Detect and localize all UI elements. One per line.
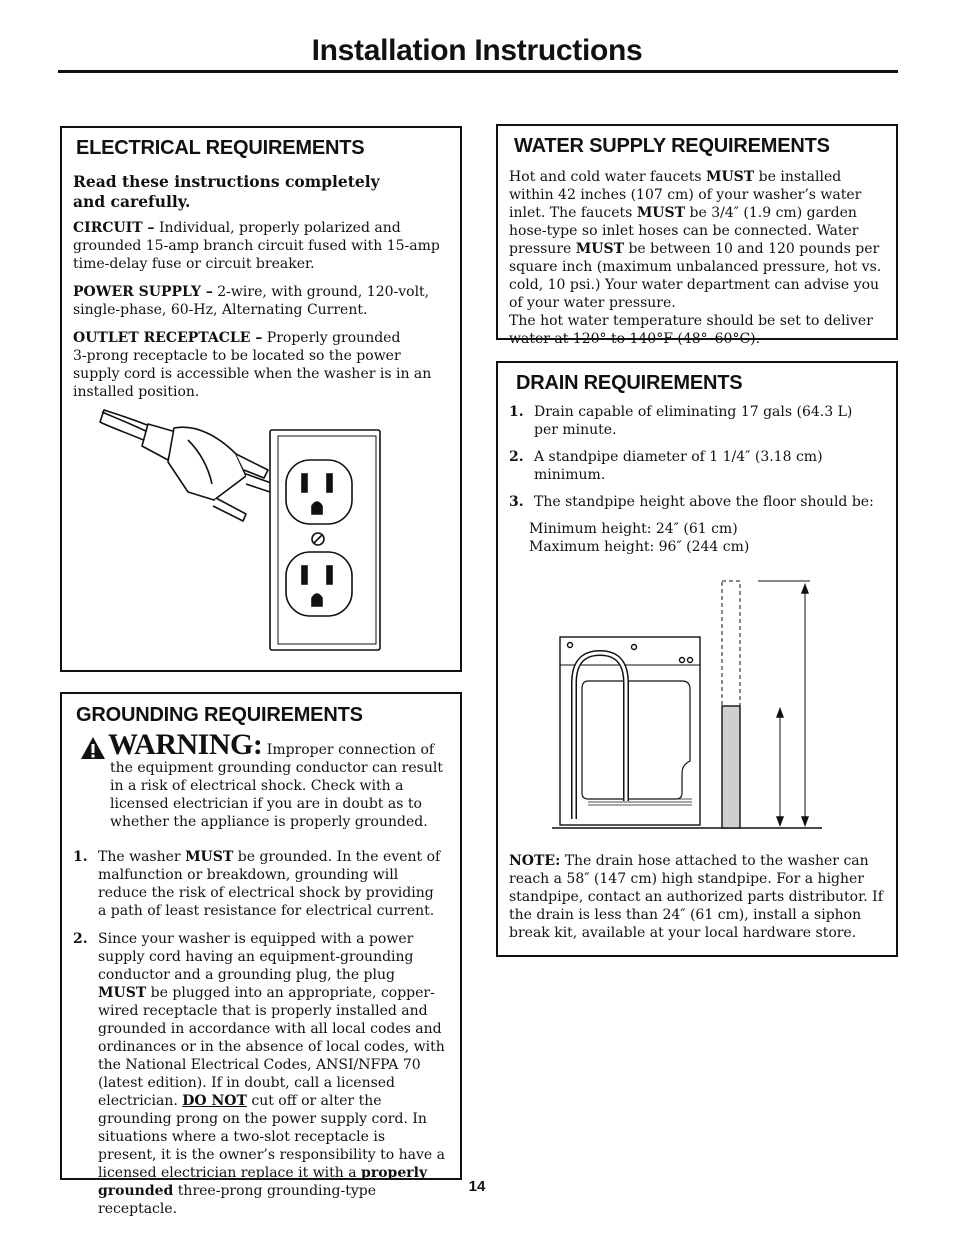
plug-and-outlet-illustration	[96, 400, 426, 660]
drain-item-3: 3. The standpipe height above the floor should be:	[509, 494, 874, 510]
warning-triangle-icon	[80, 736, 106, 760]
minimum-height: Minimum height: 24″ (61 cm)	[529, 521, 738, 537]
water-paragraph: Hot and cold water faucets MUST be installed within 42 inches (107 cm) of your washer’s water inlet. The faucets MUST be 3/4″ (1.9 cm) garden hose-type so inlet hoses can be connected. Water pressure MUST be between 10 and 120 pounds per square inch (maximum unbalanced pressure, hot vs. cold, 10 psi.) Your water department can advise you of your water pressure.	[509, 169, 882, 311]
page-title: Installation Instructions	[311, 34, 643, 67]
electrical-requirements-box	[60, 126, 462, 672]
warning-word: WARNING:	[108, 728, 263, 761]
duplex-outlet-icon	[270, 430, 380, 650]
page-number: 14	[468, 1178, 486, 1195]
standpipe-heights	[509, 520, 877, 556]
title-rule	[58, 70, 898, 73]
grounding-heading: GROUNDING REQUIREMENTS	[76, 704, 363, 726]
water-body	[509, 168, 885, 348]
three-prong-plug-icon	[100, 410, 274, 521]
water-supply-requirements-box	[496, 124, 898, 347]
maximum-height: Maximum height: 96″ (244 cm)	[529, 539, 750, 555]
power-paragraph: POWER SUPPLY – 2-wire, with ground, 120-volt, single-phase, 60-Hz, Alternating Current.	[73, 284, 430, 318]
circuit-paragraph: CIRCUIT – Individual, properly polarized and grounded 15-amp branch circuit fused with 15-amp time-delay fuse or circuit breaker.	[73, 220, 440, 272]
electrical-intro: Read these instructions completely and carefully.	[73, 172, 380, 211]
electrical-heading: ELECTRICAL REQUIREMENTS	[76, 137, 365, 159]
grounding-requirements-box	[60, 692, 462, 1217]
drain-note: NOTE: The drain hose attached to the washer can reach a 58″ (147 cm) high standpipe. For a higher standpipe, contact an authorized parts distributor. If the drain is less than 24″ (61 cm), install a siphon break kit, available at your local hardware store.	[509, 853, 883, 941]
drain-requirements-box	[496, 361, 898, 957]
warning-paragraph: WARNING: Improper connection of the equipment grounding conductor can result in a risk of electrical shock. Check with a licensed electrician if you are in doubt as to whether the appliance is properly grounded.	[80, 736, 450, 831]
grounding-list	[73, 848, 445, 1218]
drain-list	[509, 403, 877, 556]
drain-item-2: 2. A standpipe diameter of 1 1/4″ (3.18 cm) minimum.	[509, 449, 823, 483]
outlet-paragraph: OUTLET RECEPTACLE – Properly grounded 3-prong receptacle to be located so the power supply cord is accessible when the washer is in an installed position.	[73, 330, 432, 400]
grounding-item-2: 2. Since your washer is equipped with a power supply cord having an equipment-grounding conductor and a grounding plug, the plug MUST be plugged into an appropriate, copper-wired receptacle that is properly installed and grounded in accordance with all local codes and ordinances or in the absence of local codes, with the National Electrical Codes, ANSI/NFPA 70 (latest edition). If in doubt, call a licensed electrician. DO NOT cut off or alter the grounding prong on the power supply cord. In situations where a two-slot receptacle is present, it is the owner’s responsibility to have a licensed electrician replace it with a properly grounded three-prong grounding-type receptacle.	[73, 931, 445, 1217]
washer-standpipe-diagram	[548, 573, 878, 833]
grounding-item-1: 1. The washer MUST be grounded. In the event of malfunction or breakdown, grounding will reduce the risk of electrical shock by providing a path of least resistance for electrical current.	[73, 849, 441, 919]
drain-heading: DRAIN REQUIREMENTS	[516, 372, 743, 394]
drain-item-1: 1. Drain capable of eliminating 17 gals (64.3 L) per minute.	[509, 404, 853, 438]
water-heading: WATER SUPPLY REQUIREMENTS	[514, 135, 830, 157]
water-temperature: The hot water temperature should be set to deliver water at 120° to 140°F (48°–60°C).	[509, 313, 873, 347]
warning-block	[80, 728, 450, 831]
electrical-body	[73, 172, 449, 401]
